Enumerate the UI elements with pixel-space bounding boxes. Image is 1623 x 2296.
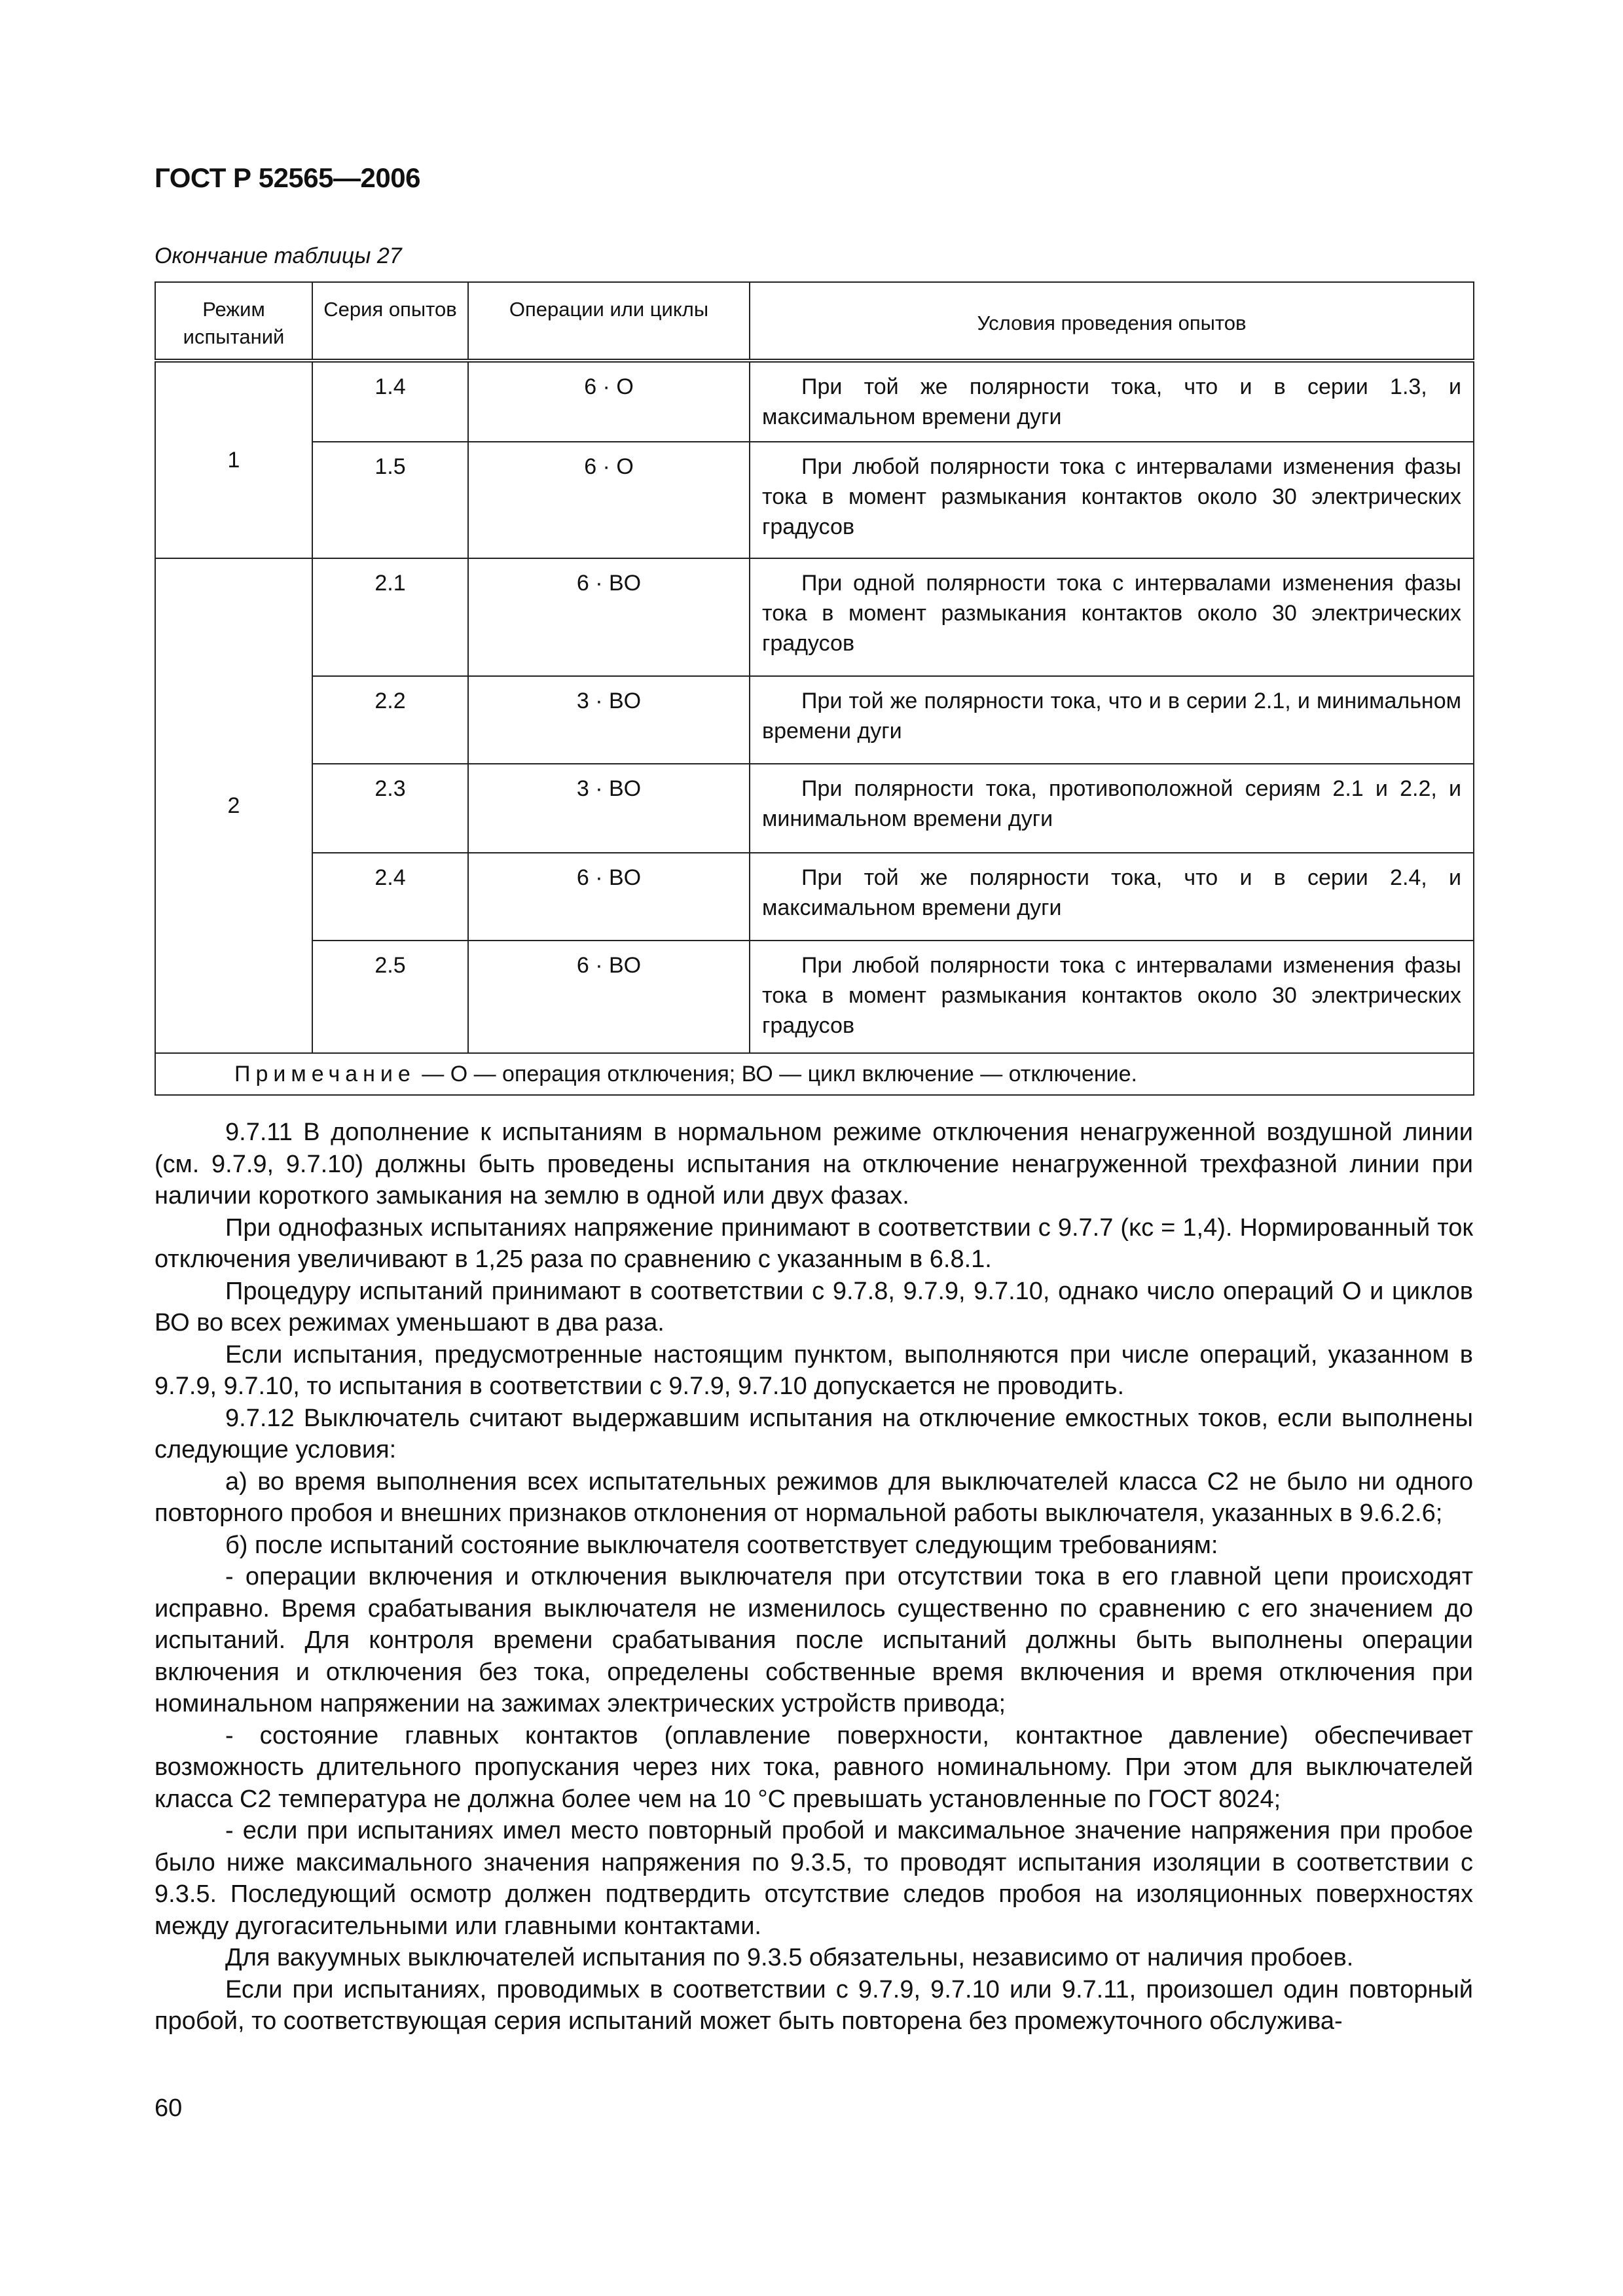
paragraph: б) после испытаний состояние выключателя соответствует следующим требованиям: bbox=[225, 1531, 1218, 1559]
conditions-text: При полярности тока, противоположной сериям 2.1 и 2.2, и минимальном времени дуги bbox=[762, 776, 1461, 831]
table-row bbox=[155, 853, 1474, 941]
paragraph: Если испытания, предусмотренные настоящим пунктом, выполняются при числе операций, указанном в 9.7.9, 9.7.10, то испытания в соответствии с 9.7.9, 9.7.10 допускается не проводить. bbox=[155, 1340, 1473, 1400]
series-cell: 2.4 bbox=[312, 853, 468, 941]
paragraph: Процедуру испытаний принимают в соответствии с 9.7.8, 9.7.9, 9.7.10, однако число операций О и циклов ВО во всех режимах уменьшают в два раза. bbox=[155, 1277, 1473, 1336]
paragraph: а) во время выполнения всех испытательных режимов для выключателей класса С2 не было ни одного повторного пробоя и внешних признаков отклонения от нормальной работы выключателя, указанных в 9.6.2.6; bbox=[155, 1467, 1473, 1527]
header-operations: Операции или циклы bbox=[468, 282, 750, 361]
conditions-cell bbox=[750, 442, 1474, 558]
note-text: — О — операция отключения; ВО — цикл включение — отключение. bbox=[415, 1062, 1138, 1086]
operations-cell: 3 · BO bbox=[468, 764, 750, 853]
table-header-row bbox=[155, 282, 1474, 361]
conditions-text: При любой полярности тока с интервалами изменения фазы тока в момент размыкания контактов около 30 электрических градусов bbox=[762, 953, 1461, 1038]
header-regime: Режим испытаний bbox=[155, 282, 312, 361]
table-27 bbox=[155, 281, 1474, 1096]
table-row bbox=[155, 941, 1474, 1053]
series-cell: 2.1 bbox=[312, 558, 468, 676]
conditions-cell bbox=[750, 676, 1474, 764]
header-series: Серия опытов bbox=[312, 282, 468, 361]
series-cell: 2.5 bbox=[312, 941, 468, 1053]
paragraph: Для вакуумных выключателей испытания по 9.3.5 обязательны, независимо от наличия пробоев. bbox=[225, 1944, 1354, 1971]
table-row bbox=[155, 676, 1474, 764]
operations-cell: 6 · BO bbox=[468, 941, 750, 1053]
paragraph: - состояние главных контактов (оплавление поверхности, контактное давление) обеспечивает возможность длительного пропускания через них тока, равного номинальному. При этом для выключателей класса С2 температура не должна более чем на 10 °С превышать установленные по ГОСТ 8024; bbox=[155, 1721, 1473, 1813]
header-conditions: Условия проведения опытов bbox=[750, 282, 1474, 361]
table-note-row bbox=[155, 1053, 1474, 1095]
series-cell: 2.3 bbox=[312, 764, 468, 853]
conditions-text: При той же полярности тока, что и в серии 2.1, и минимальном времени дуги bbox=[762, 689, 1461, 744]
conditions-text: При одной полярности тока с интервалами изменения фазы тока в момент размыкания контактов около 30 электрических градусов bbox=[762, 571, 1461, 656]
table-row bbox=[155, 361, 1474, 442]
table-note bbox=[155, 1053, 1474, 1095]
series-cell: 1.4 bbox=[312, 361, 468, 442]
paragraph: - если при испытаниях имел место повторный пробой и максимальное значение напряжения при пробое было ниже максимального значения напряжения по 9.3.5, то проводят испытания изоляции в соответствии с 9.3.5. Последующий осмотр должен подтвердить отсутствие следов пробоя на изоляционных поверхностях между дугогасительными или главными контактами. bbox=[155, 1817, 1473, 1940]
body-text bbox=[155, 1117, 1473, 2037]
operations-cell: 6 · O bbox=[468, 442, 750, 558]
conditions-cell bbox=[750, 941, 1474, 1053]
conditions-text: При любой полярности тока с интервалами изменения фазы тока в момент размыкания контактов около 30 электрических градусов bbox=[762, 454, 1461, 539]
paragraph: - операции включения и отключения выключателя при отсутствии тока в его главной цепи происходят исправно. Время срабатывания выключателя не изменилось существенно по сравнению с его значением до испытаний. Для контроля времени срабатывания после испытаний должны быть выполнены операции включения и отключения без тока, определены собственные время включения и время отключения при номинальном напряжении на зажимах электрических устройств привода; bbox=[155, 1563, 1473, 1717]
regime-cell: 2 bbox=[155, 558, 312, 1053]
paragraph: 9.7.11 В дополнение к испытаниям в нормальном режиме отключения ненагруженной воздушной линии (см. 9.7.9, 9.7.10) должны быть проведены испытания на отключение ненагруженной трехфазной линии при наличии короткого замыкания на землю в одной или двух фазах. bbox=[155, 1119, 1473, 1210]
table-row bbox=[155, 558, 1474, 676]
operations-cell: 3 · BO bbox=[468, 676, 750, 764]
table-row bbox=[155, 442, 1474, 558]
conditions-cell bbox=[750, 558, 1474, 676]
series-cell: 2.2 bbox=[312, 676, 468, 764]
table-row bbox=[155, 764, 1474, 853]
operations-cell: 6 · BO bbox=[468, 853, 750, 941]
note-label: Примечание bbox=[234, 1062, 416, 1086]
document-header: ГОСТ Р 52565—2006 bbox=[155, 162, 420, 193]
conditions-cell bbox=[750, 361, 1474, 442]
conditions-cell bbox=[750, 853, 1474, 941]
operations-cell: 6 · O bbox=[468, 361, 750, 442]
conditions-text: При той же полярности тока, что и в серии 2.4, и максимальном времени дуги bbox=[762, 865, 1461, 920]
paragraph: Если при испытаниях, проводимых в соответствии с 9.7.9, 9.7.10 или 9.7.11, произошел один повторный пробой, то соответствующая серия испытаний может быть повторена без промежуточного обслужива- bbox=[155, 1975, 1473, 2035]
series-cell: 1.5 bbox=[312, 442, 468, 558]
operations-cell: 6 · BO bbox=[468, 558, 750, 676]
conditions-cell bbox=[750, 764, 1474, 853]
paragraph: При однофазных испытаниях напряжение принимают в соответствии с 9.7.7 (κс = 1,4). Нормированный ток отключения увеличивают в 1,25 раза по сравнению с указанным в 6.8.1. bbox=[155, 1213, 1473, 1273]
table-caption: Окончание таблицы 27 bbox=[155, 243, 402, 268]
conditions-text: При той же полярности тока, что и в серии 1.3, и максимальном времени дуги bbox=[762, 374, 1461, 429]
page-number: 60 bbox=[155, 2094, 183, 2122]
paragraph: 9.7.12 Выключатель считают выдержавшим испытания на отключение емкостных токов, если выполнены следующие условия: bbox=[155, 1404, 1473, 1463]
regime-cell: 1 bbox=[155, 361, 312, 558]
